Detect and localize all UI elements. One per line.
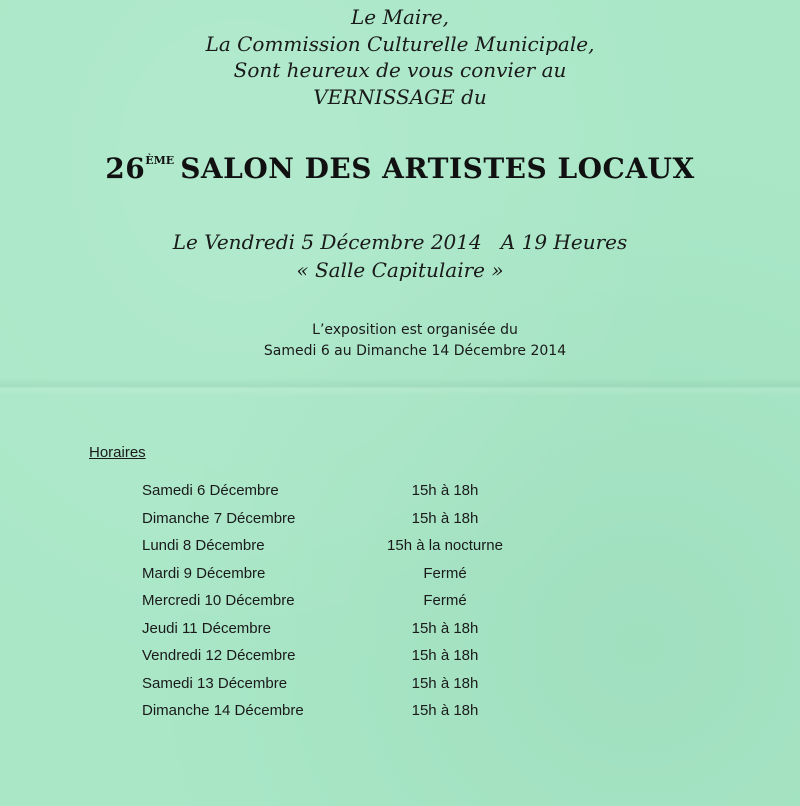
schedule-row [0,563,800,591]
invitation-line-mayor: Le Maire, [350,5,450,29]
schedule-hours: 15h à la nocturne [387,537,503,554]
schedule-day: Vendredi 12 Décembre [142,647,296,664]
invitation-line-commission: La Commission Culturelle Municipale, [205,31,595,56]
schedule-row [0,673,800,701]
schedule-hours: Fermé [423,592,467,609]
schedule-hours: Fermé [423,564,467,582]
schedule-day: Dimanche 14 Décembre [142,702,304,719]
title-number: 26 [105,152,146,185]
schedule-table [0,480,800,728]
exhibition-line-2: Samedi 6 au Dimanche 14 Décembre 2014 [263,343,567,359]
schedule-hours: 15h à 18h [411,674,479,692]
event-details [0,228,800,284]
schedule-row [0,480,800,508]
schedule-hours: 15h à 18h [411,482,479,499]
event-venue: « Salle Capitulaire » [296,258,504,282]
schedule-day: Dimanche 7 Décembre [142,509,296,527]
event-date-line: Le Vendredi 5 Décembre 2014 A 19 Heures [172,230,628,254]
schedule-day: Mardi 9 Décembre [142,564,266,582]
schedule-day: Mercredi 10 Décembre [142,592,295,609]
title-superscript: ÈME [145,154,175,167]
invitation-block [0,4,800,110]
paper-fold [0,378,800,396]
schedule-row [0,700,800,728]
schedule-hours: 15h à 18h [411,647,479,664]
schedule-row [0,535,800,563]
title-text: SALON DES ARTISTES LOCAUX [180,152,695,185]
schedule-day: Lundi 8 Décembre [142,537,265,554]
exhibition-line-1: L’exposition est organisée du [312,322,518,338]
schedule-hours: 15h à 18h [411,509,479,527]
schedule-row [0,590,800,618]
schedule-row [0,508,800,536]
schedule-hours: 15h à 18h [411,619,479,637]
schedule-day: Jeudi 11 Décembre [142,619,271,637]
event-title [0,152,800,185]
schedule-hours: 15h à 18h [411,702,479,719]
schedule-day: Samedi 6 Décembre [142,482,279,499]
invitation-line-vernissage: VERNISSAGE du [313,84,487,109]
invitation-line-convier: Sont heureux de vous convier au [233,58,567,82]
schedule-row [0,645,800,673]
schedule-heading: Horaires [89,444,146,461]
exhibition-dates [0,320,800,362]
schedule-day: Samedi 13 Décembre [142,674,288,692]
schedule-row [0,618,800,646]
